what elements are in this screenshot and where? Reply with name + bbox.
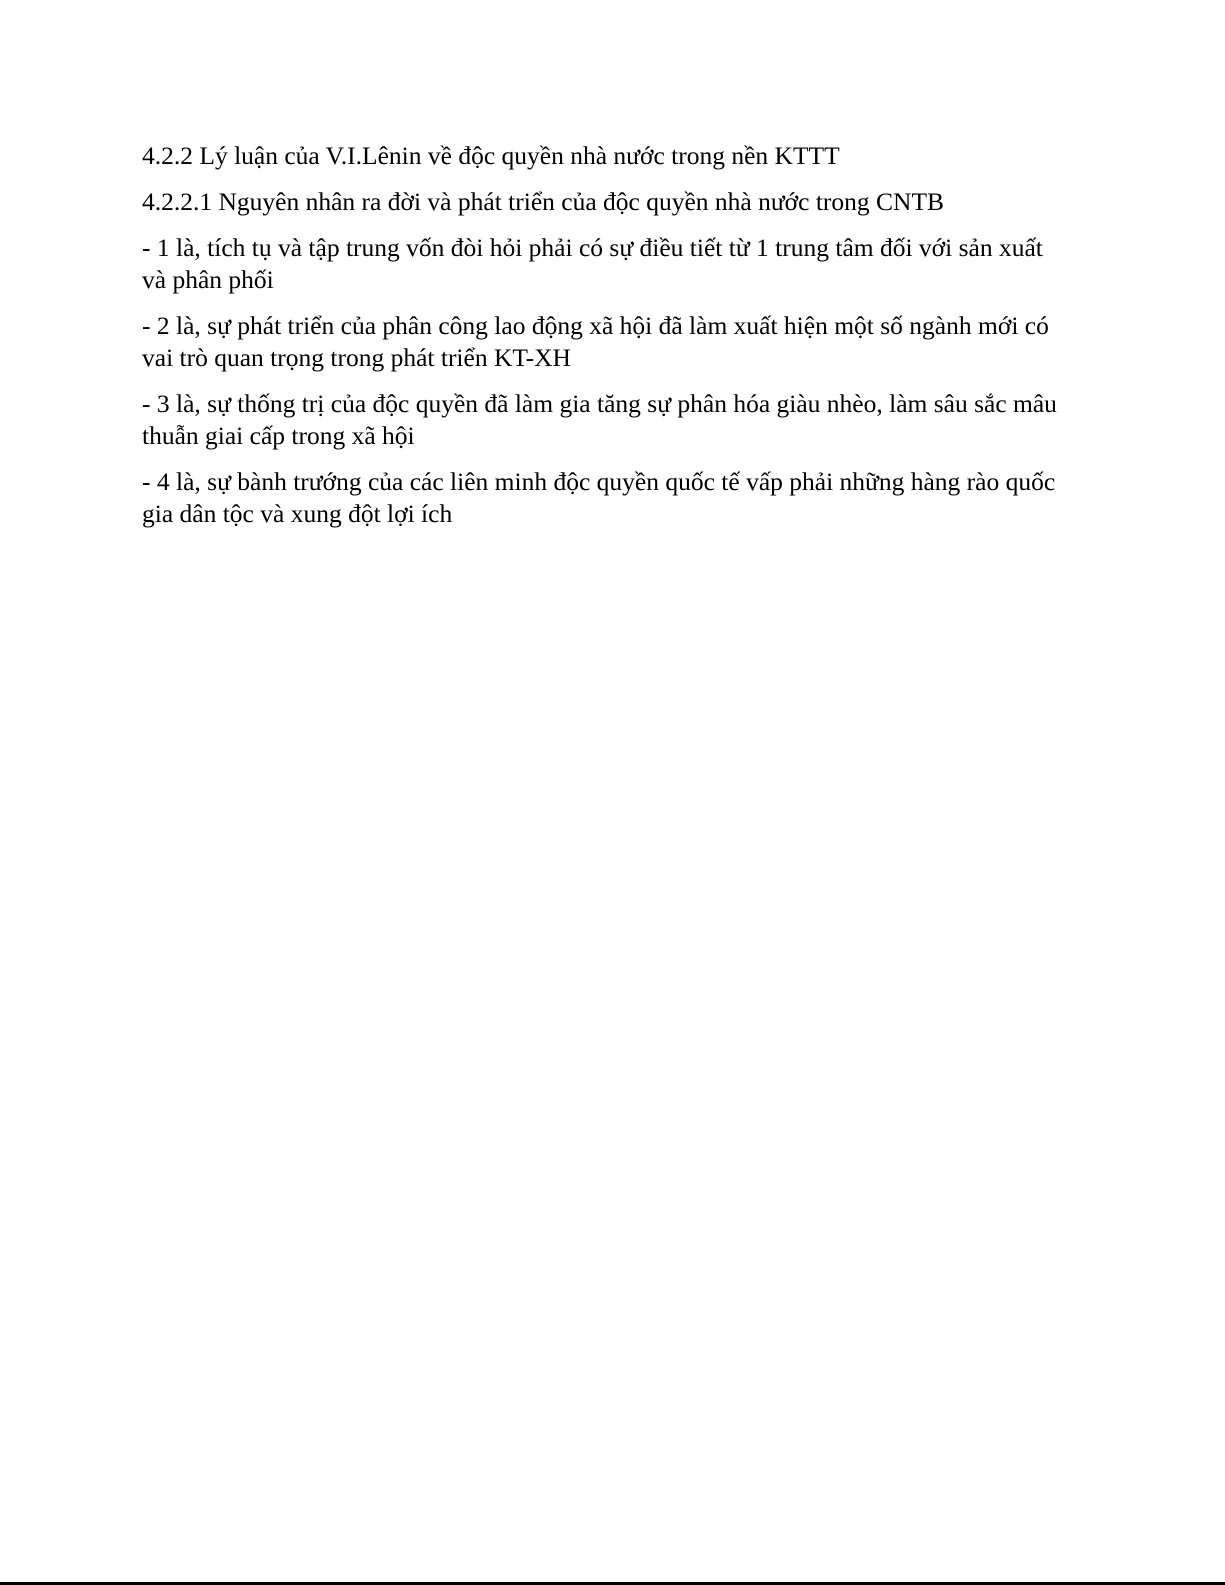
list-item: - 1 là, tích tụ và tập trung vốn đòi hỏi phải có sự điều tiết từ 1 trung tâm đối với sản xuất và phân phối — [142, 233, 1043, 294]
section-heading: 4.2.2 Lý luận của V.I.Lênin về độc quyền nhà nước trong nền KTTT — [142, 141, 840, 170]
subsection-heading: 4.2.2.1 Nguyên nhân ra đời và phát triển của độc quyền nhà nước trong CNTB — [142, 187, 945, 216]
list-item: - 4 là, sự bành trướng của các liên minh độc quyền quốc tế vấp phải những hàng rào quốc gia dân tộc và xung đột lợi ích — [142, 467, 1056, 528]
list-item: - 2 là, sự phát triển của phân công lao động xã hội đã làm xuất hiện một số ngành mới có vai trò quan trọng trong phát triển KT-XH — [142, 311, 1049, 372]
list-item: - 3 là, sự thống trị của độc quyền đã làm gia tăng sự phân hóa giàu nhèo, làm sâu sắc mâu thuẫn giai cấp trong xã hội — [142, 389, 1057, 450]
document-body — [142, 140, 1072, 544]
